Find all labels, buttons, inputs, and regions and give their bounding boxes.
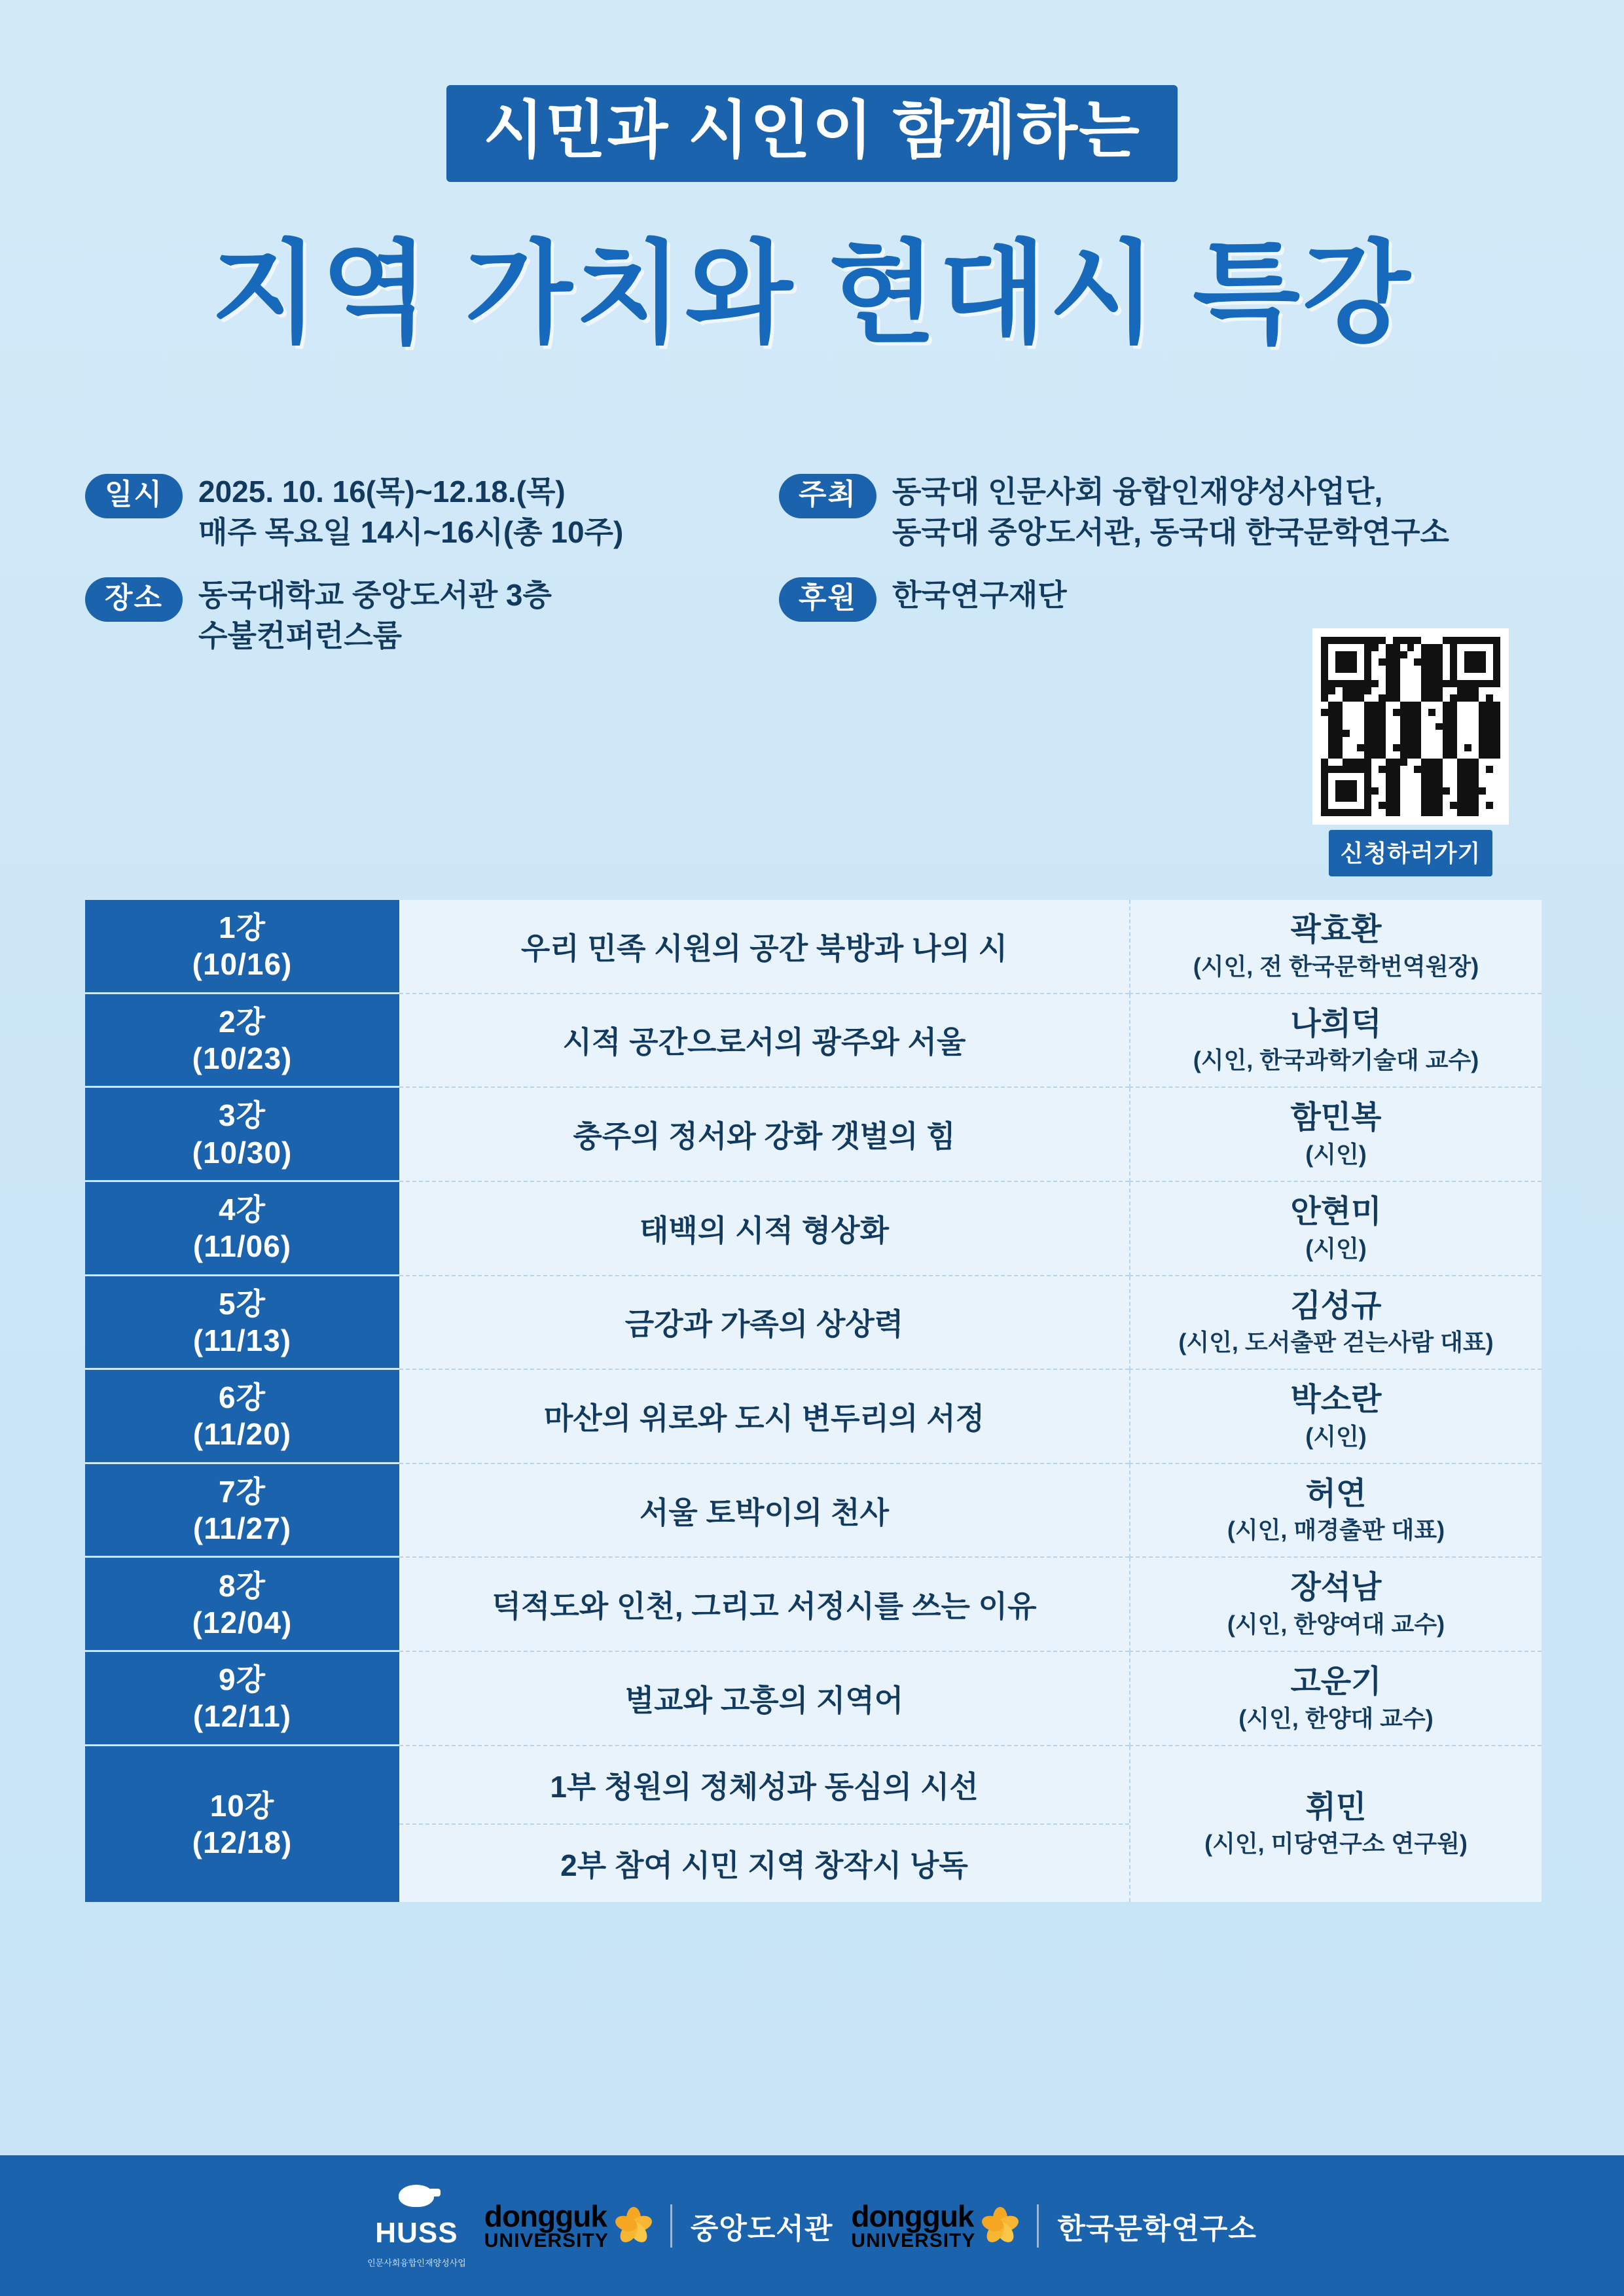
- session-speaker-cell: [1129, 900, 1542, 994]
- session-number-cell: [85, 994, 399, 1088]
- session-topic: 우리 민족 시원의 공간 북방과 나의 시: [399, 900, 1129, 994]
- speaker-name: 안현미: [1290, 1194, 1382, 1229]
- place-value: [198, 575, 552, 656]
- session-number: 1강: [218, 910, 266, 945]
- session-speaker-cell: [1129, 1088, 1542, 1182]
- session-topic: 2부 참여 시민 지역 창작시 낭독: [399, 1825, 1129, 1902]
- host-line-1: 동국대 인문사회 융합인재양성사업단,: [892, 475, 1383, 509]
- dongguk-text-1: [484, 2198, 609, 2251]
- session-number: 10강: [209, 1788, 275, 1823]
- speaker-name: 김성규: [1290, 1288, 1382, 1323]
- host-line-2: 동국대 중앙도서관, 동국대 한국문학연구소: [892, 515, 1449, 550]
- session-number: 6강: [218, 1380, 266, 1415]
- divider: [670, 2204, 672, 2248]
- session-speaker-cell: [1129, 1370, 1542, 1464]
- table-row: [85, 1652, 1542, 1746]
- subtitle-ribbon: 시민과 시인이 함께하는: [446, 85, 1178, 182]
- session-number: 4강: [218, 1193, 266, 1227]
- divider: [1037, 2204, 1039, 2248]
- session-topic: 1부 청원의 정체성과 동심의 시선: [399, 1746, 1129, 1825]
- page-title: 지역 가치와 현대시 특강: [211, 232, 1413, 356]
- session-speaker-cell: [1129, 1558, 1542, 1652]
- host-value: [892, 471, 1449, 552]
- session-number-cell: [85, 1182, 399, 1276]
- session-number-cell: [85, 900, 399, 994]
- speaker-affiliation: (시인, 도서출판 걷는사람 대표): [1178, 1329, 1494, 1356]
- speaker-name: 나희덕: [1290, 1006, 1382, 1041]
- speaker-affiliation: (시인, 미당연구소 연구원): [1204, 1830, 1468, 1857]
- huss-mark-icon: [399, 2185, 434, 2207]
- session-date: (12/04): [192, 1605, 293, 1640]
- session-date: (10/23): [192, 1041, 293, 1075]
- session-date: (11/27): [192, 1511, 292, 1546]
- info-sponsor: [779, 575, 1538, 622]
- huss-label: HUSS: [375, 2216, 458, 2249]
- session-topic: 시적 공간으로서의 광주와 서울: [399, 994, 1129, 1088]
- speaker-affiliation: (시인, 한국과학기술대 교수): [1193, 1047, 1479, 1074]
- dongguk-logo-2: [851, 2198, 1019, 2251]
- flower-icon: [615, 2208, 652, 2244]
- speaker-name: 고운기: [1290, 1664, 1382, 1699]
- table-row: [85, 900, 1542, 994]
- dongguk-name: dongguk: [851, 2198, 974, 2233]
- speaker-name: 허연: [1305, 1476, 1367, 1511]
- session-speaker-cell: [1129, 1276, 1542, 1371]
- title-band: [0, 85, 1624, 182]
- sponsor-label: 후원: [779, 577, 876, 622]
- session-speaker-cell: [1129, 994, 1542, 1088]
- session-topic: 태백의 시적 형상화: [399, 1182, 1129, 1276]
- speaker-affiliation: (시인): [1305, 1140, 1367, 1168]
- session-topic: 마산의 위로와 도시 변두리의 서정: [399, 1370, 1129, 1464]
- qr-block[interactable]: [1306, 628, 1515, 876]
- qr-code-icon[interactable]: [1312, 628, 1509, 825]
- speaker-name: 함민복: [1290, 1100, 1382, 1136]
- date-value: [198, 471, 623, 552]
- qr-grid: [1321, 637, 1500, 816]
- table-row: [85, 1088, 1542, 1182]
- library-label: 중앙도서관: [690, 2212, 833, 2245]
- schedule-rows: [85, 900, 1542, 1746]
- date-line-2: 매주 목요일 14시~16시(총 10주): [198, 515, 624, 550]
- speaker-affiliation: (시인, 전 한국문학번역원장): [1193, 952, 1479, 980]
- dongguk-logo-1: [484, 2198, 652, 2251]
- session-topic: 금강과 가족의 상상력: [399, 1276, 1129, 1371]
- place-label: 장소: [85, 577, 183, 622]
- session-speaker-cell: [1129, 1182, 1542, 1276]
- session-subrows: [399, 1746, 1129, 1902]
- flower-icon: [982, 2208, 1019, 2244]
- place-line-1: 동국대학교 중앙도서관 3층: [198, 578, 552, 613]
- table-row: [85, 1558, 1542, 1652]
- session-speaker-cell: [1129, 1746, 1542, 1902]
- dongguk-university: UNIVERSITY: [484, 2229, 609, 2251]
- session-number: 3강: [218, 1098, 266, 1133]
- info-place: [85, 575, 779, 656]
- date-line-1: 2025. 10. 16(목)~12.18.(목): [198, 475, 566, 509]
- dongguk-name: dongguk: [484, 2198, 607, 2233]
- info-host: [779, 471, 1538, 552]
- session-subrow-1: [399, 1746, 1129, 1825]
- session-number: 9강: [218, 1662, 266, 1697]
- huss-sublabel: 인문사회융합인재양성사업: [367, 2257, 466, 2268]
- session-number: 8강: [218, 1568, 266, 1603]
- info-date: [85, 471, 779, 552]
- session-topic: 충주의 정서와 강화 갯벌의 힘: [399, 1088, 1129, 1182]
- session-date: (10/30): [192, 1135, 293, 1170]
- sponsor-text: 한국연구재단: [892, 578, 1067, 613]
- speaker-name: 박소란: [1290, 1382, 1382, 1418]
- speaker-affiliation: (시인, 한양대 교수): [1238, 1704, 1434, 1732]
- dongguk-text-2: [851, 2198, 976, 2251]
- session-number: 7강: [218, 1474, 266, 1509]
- table-row: [85, 1182, 1542, 1276]
- qr-caption[interactable]: 신청하러가기: [1329, 830, 1493, 876]
- institute-label: 한국문학연구소: [1057, 2212, 1257, 2245]
- session-topic: 벌교와 고흥의 지역어: [399, 1652, 1129, 1746]
- session-number-cell: [85, 1464, 399, 1558]
- session-subrow-2: [399, 1825, 1129, 1902]
- session-date: (11/20): [192, 1417, 292, 1452]
- sponsor-value: [892, 575, 1067, 615]
- session-date: (10/16): [192, 947, 293, 982]
- speaker-affiliation: (시인): [1305, 1422, 1367, 1450]
- session-topic: 서울 토박이의 천사: [399, 1464, 1129, 1558]
- speaker-affiliation: (시인): [1305, 1234, 1367, 1262]
- session-date: (11/06): [192, 1229, 292, 1264]
- session-number-cell: [85, 1370, 399, 1464]
- speaker-name: 곽효환: [1290, 912, 1382, 947]
- speaker-affiliation: (시인, 매경출판 대표): [1227, 1516, 1445, 1544]
- table-row: [85, 1464, 1542, 1558]
- session-number-cell: [85, 1088, 399, 1182]
- table-row: [85, 1746, 1542, 1902]
- session-number-cell: [85, 1558, 399, 1652]
- place-line-2: 수불컨퍼런스룸: [198, 619, 403, 653]
- session-number: 5강: [218, 1286, 266, 1321]
- session-date: (12/11): [192, 1699, 292, 1734]
- session-speaker-cell: [1129, 1464, 1542, 1558]
- session-speaker-cell: [1129, 1652, 1542, 1746]
- table-row: [85, 1276, 1542, 1371]
- session-number: 2강: [218, 1004, 266, 1039]
- footer-logos: [0, 2155, 1624, 2296]
- dongguk-university: UNIVERSITY: [851, 2229, 976, 2251]
- session-number-cell: [85, 1652, 399, 1746]
- session-number-cell: [85, 1746, 399, 1902]
- session-date: (11/13): [192, 1323, 292, 1357]
- info-row-date-host: [85, 471, 1545, 552]
- session-date: (12/18): [192, 1825, 293, 1859]
- schedule-table: [85, 900, 1542, 1902]
- table-row: [85, 1370, 1542, 1464]
- session-number-cell: [85, 1276, 399, 1371]
- huss-logo: [367, 2185, 466, 2267]
- speaker-name: 장석남: [1290, 1570, 1382, 1605]
- speaker-name: 휘민: [1305, 1789, 1367, 1825]
- host-label: 주최: [779, 474, 876, 518]
- speaker-affiliation: (시인, 한양여대 교수): [1227, 1611, 1445, 1638]
- table-row: [85, 994, 1542, 1088]
- date-label: 일시: [85, 474, 183, 518]
- session-topic: 덕적도와 인천, 그리고 서정시를 쓰는 이유: [399, 1558, 1129, 1652]
